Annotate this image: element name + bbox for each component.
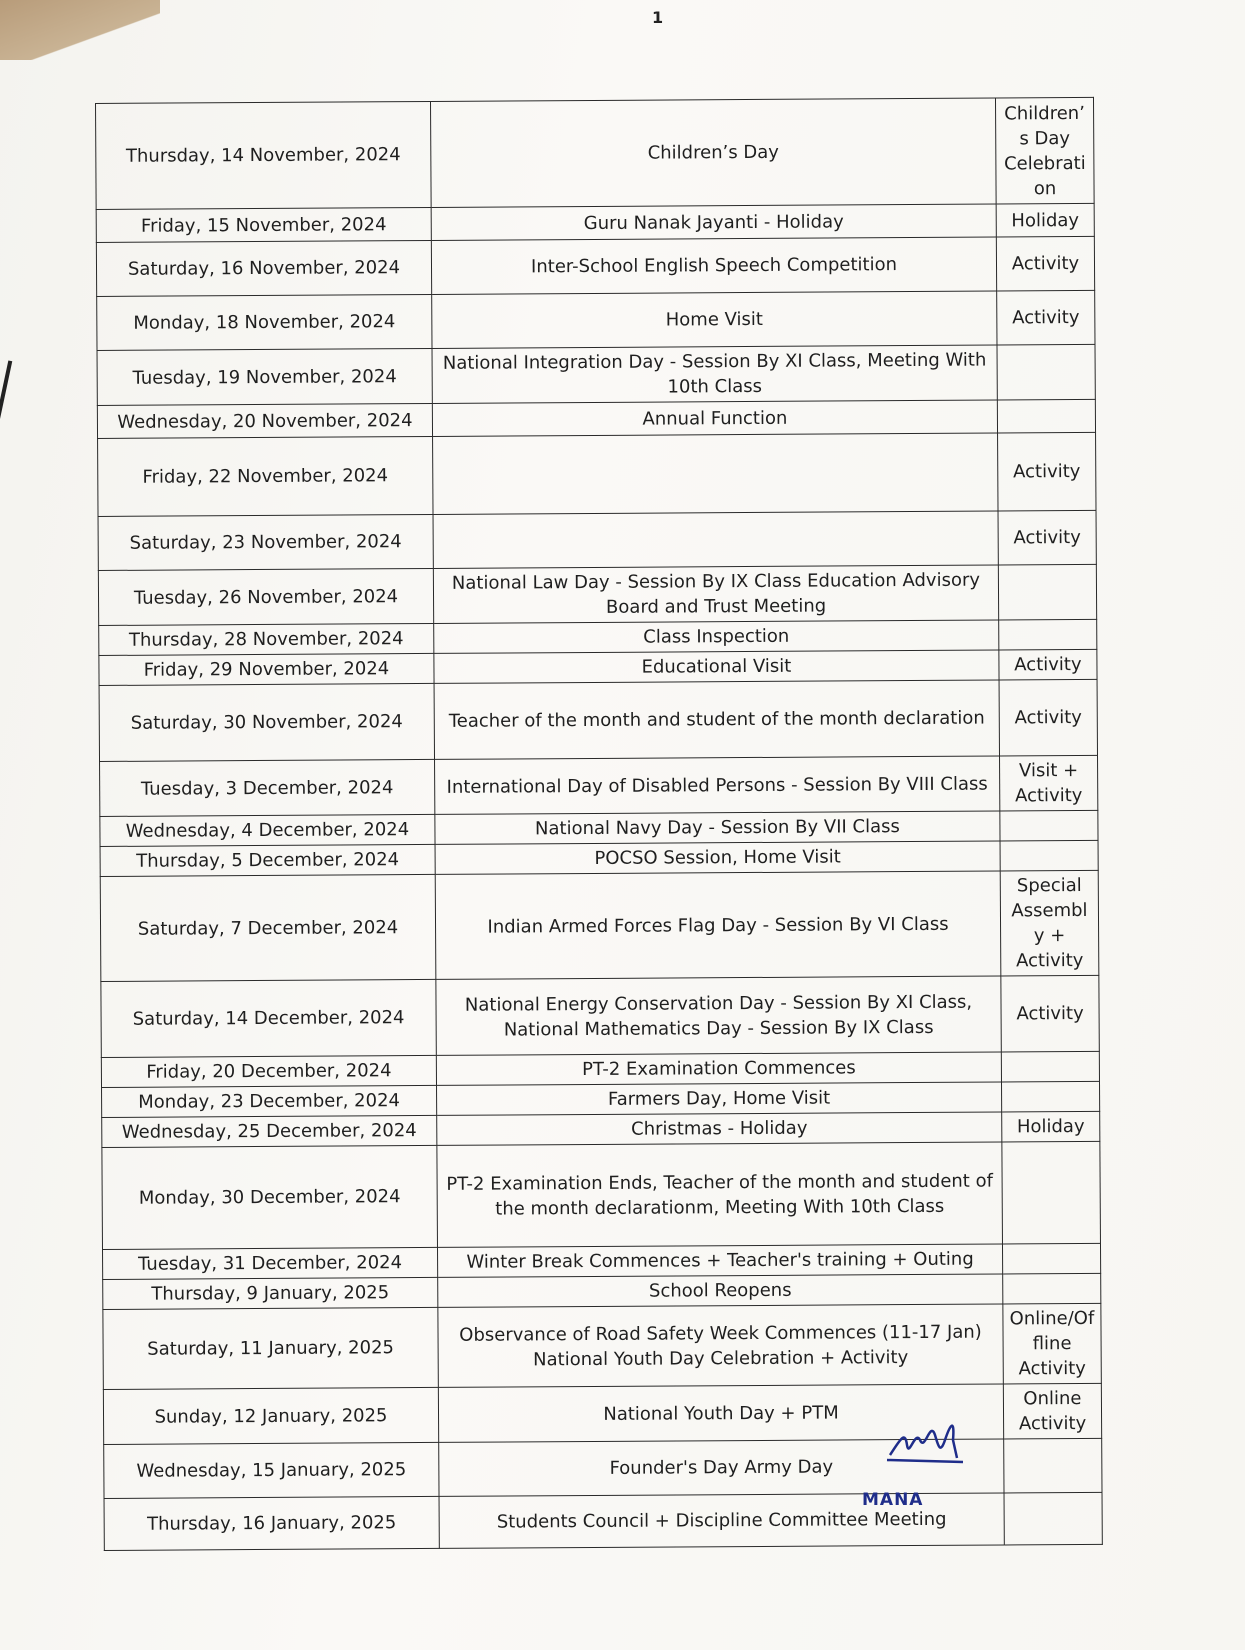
type-cell bbox=[1001, 1081, 1099, 1112]
date-cell: Saturday, 23 November, 2024 bbox=[98, 514, 433, 570]
event-cell: Students Council + Discipline Committee Meeting bbox=[439, 1493, 1004, 1548]
type-cell bbox=[1004, 1492, 1102, 1545]
type-cell: Activity bbox=[998, 510, 1096, 565]
event-cell: National Law Day - Session By IX Class Education Advisory Board and Trust Meeting bbox=[433, 565, 998, 623]
type-cell: Holiday bbox=[1002, 1111, 1100, 1142]
event-cell: School Reopens bbox=[438, 1274, 1003, 1307]
event-cell: Christmas - Holiday bbox=[437, 1112, 1002, 1145]
type-cell: Visit + Activity bbox=[1000, 755, 1098, 811]
event-cell: Guru Nanak Jayanti - Holiday bbox=[431, 204, 996, 240]
table-row bbox=[98, 510, 1096, 570]
type-cell bbox=[1002, 1243, 1100, 1274]
table-row bbox=[97, 344, 1095, 405]
event-cell: Home Visit bbox=[432, 291, 997, 348]
date-cell: Thursday, 16 January, 2025 bbox=[104, 1496, 439, 1550]
edge-mark bbox=[0, 360, 12, 439]
date-cell: Friday, 29 November, 2024 bbox=[99, 653, 434, 685]
event-cell: PT-2 Examination Commences bbox=[436, 1052, 1001, 1085]
table-row bbox=[104, 1492, 1102, 1550]
table-row bbox=[102, 1141, 1101, 1249]
event-cell: National Integration Day - Session By XI Class, Meeting With 10th Class bbox=[432, 345, 997, 403]
table-row bbox=[103, 1303, 1101, 1389]
event-cell: Annual Function bbox=[432, 400, 997, 436]
type-cell: Online Activity bbox=[1003, 1383, 1101, 1439]
date-cell: Saturday, 11 January, 2025 bbox=[103, 1307, 438, 1389]
table-row bbox=[99, 679, 1097, 761]
event-cell: Children’s Day bbox=[430, 98, 996, 207]
type-cell bbox=[1000, 840, 1098, 871]
event-cell: Founder's Day Army Day bbox=[439, 1439, 1004, 1496]
signature-icon bbox=[885, 1410, 965, 1470]
type-cell: Activity bbox=[999, 679, 1097, 756]
event-cell: National Youth Day + PTM bbox=[438, 1384, 1003, 1442]
date-cell: Sunday, 12 January, 2025 bbox=[103, 1387, 438, 1444]
date-cell: Monday, 30 December, 2024 bbox=[102, 1145, 438, 1249]
date-cell: Saturday, 14 December, 2024 bbox=[101, 979, 436, 1057]
type-cell: Activity bbox=[999, 649, 1097, 680]
date-cell: Saturday, 16 November, 2024 bbox=[96, 240, 431, 296]
date-cell: Saturday, 7 December, 2024 bbox=[100, 874, 436, 981]
table-row bbox=[96, 97, 1095, 209]
table-row bbox=[96, 236, 1094, 296]
date-cell: Tuesday, 19 November, 2024 bbox=[97, 348, 432, 405]
date-cell: Wednesday, 20 November, 2024 bbox=[97, 403, 432, 438]
type-cell: Online/Offline Activity bbox=[1003, 1303, 1101, 1384]
event-cell: Observance of Road Safety Week Commences (11-17 Jan) National Youth Day Celebration + Activity bbox=[438, 1304, 1003, 1387]
date-cell: Monday, 18 November, 2024 bbox=[97, 294, 432, 350]
type-cell bbox=[1000, 810, 1098, 841]
page-number: 1 bbox=[652, 8, 664, 27]
event-cell bbox=[433, 433, 998, 514]
event-cell: Indian Armed Forces Flag Day - Session By VI Class bbox=[435, 871, 1001, 979]
event-cell: Farmers Day, Home Visit bbox=[437, 1082, 1002, 1115]
date-cell: Thursday, 9 January, 2025 bbox=[103, 1277, 438, 1309]
event-cell: National Navy Day - Session By VII Class bbox=[435, 811, 1000, 844]
date-cell: Tuesday, 3 December, 2024 bbox=[100, 759, 435, 816]
table-row bbox=[100, 870, 1099, 981]
date-cell: Friday, 20 December, 2024 bbox=[101, 1055, 436, 1087]
event-cell: Winter Break Commences + Teacher's training + Outing bbox=[437, 1244, 1002, 1277]
type-cell bbox=[997, 399, 1095, 433]
event-cell: PT-2 Examination Ends, Teacher of the month and student of the month declarationm, Meeting With 10th Class bbox=[437, 1142, 1003, 1247]
event-cell: Inter-School English Speech Competition bbox=[431, 237, 996, 294]
date-cell: Monday, 23 December, 2024 bbox=[102, 1085, 437, 1117]
date-cell: Wednesday, 15 January, 2025 bbox=[104, 1442, 439, 1498]
type-cell bbox=[1002, 1141, 1101, 1244]
type-cell: Children’s Day Celebration bbox=[995, 97, 1094, 204]
date-cell: Friday, 15 November, 2024 bbox=[96, 207, 431, 242]
date-cell: Thursday, 14 November, 2024 bbox=[96, 101, 432, 209]
type-cell bbox=[1003, 1273, 1101, 1304]
date-cell: Friday, 22 November, 2024 bbox=[98, 436, 433, 516]
table-row bbox=[100, 755, 1098, 816]
type-cell bbox=[997, 344, 1095, 400]
table-row bbox=[98, 432, 1096, 516]
table-row bbox=[98, 564, 1096, 625]
type-cell bbox=[1001, 1051, 1099, 1082]
type-cell: Activity bbox=[997, 290, 1095, 345]
date-cell: Tuesday, 26 November, 2024 bbox=[98, 568, 433, 625]
type-cell: Holiday bbox=[996, 203, 1094, 237]
date-cell: Tuesday, 31 December, 2024 bbox=[103, 1247, 438, 1279]
date-cell: Wednesday, 25 December, 2024 bbox=[102, 1115, 437, 1147]
type-cell: Activity bbox=[1001, 975, 1099, 1052]
event-cell: Teacher of the month and student of the month declaration bbox=[434, 680, 999, 759]
page-corner-shadow bbox=[0, 0, 160, 60]
type-cell bbox=[998, 564, 1096, 620]
event-cell: Class Inspection bbox=[434, 620, 999, 653]
event-cell bbox=[433, 511, 998, 568]
event-cell: International Day of Disabled Persons - Session By VIII Class bbox=[435, 756, 1000, 814]
schedule-table bbox=[95, 97, 1103, 1551]
event-cell: National Energy Conservation Day - Session By XI Class, National Mathematics Day - Session By IX Class bbox=[436, 976, 1001, 1055]
table-row bbox=[97, 290, 1095, 350]
type-cell: Activity bbox=[998, 432, 1096, 511]
schedule-body bbox=[96, 97, 1103, 1550]
type-cell bbox=[999, 619, 1097, 650]
event-cell: Educational Visit bbox=[434, 650, 999, 683]
date-cell: Thursday, 5 December, 2024 bbox=[100, 844, 435, 876]
event-cell: POCSO Session, Home Visit bbox=[435, 841, 1000, 874]
type-cell: Special Assembly + Activity bbox=[1000, 870, 1099, 976]
type-cell: Activity bbox=[996, 236, 1094, 291]
stamp-text: MANA bbox=[862, 1490, 924, 1510]
date-cell: Saturday, 30 November, 2024 bbox=[99, 683, 434, 761]
date-cell: Wednesday, 4 December, 2024 bbox=[100, 814, 435, 846]
table-row bbox=[101, 975, 1099, 1057]
date-cell: Thursday, 28 November, 2024 bbox=[99, 623, 434, 655]
type-cell bbox=[1004, 1438, 1102, 1493]
